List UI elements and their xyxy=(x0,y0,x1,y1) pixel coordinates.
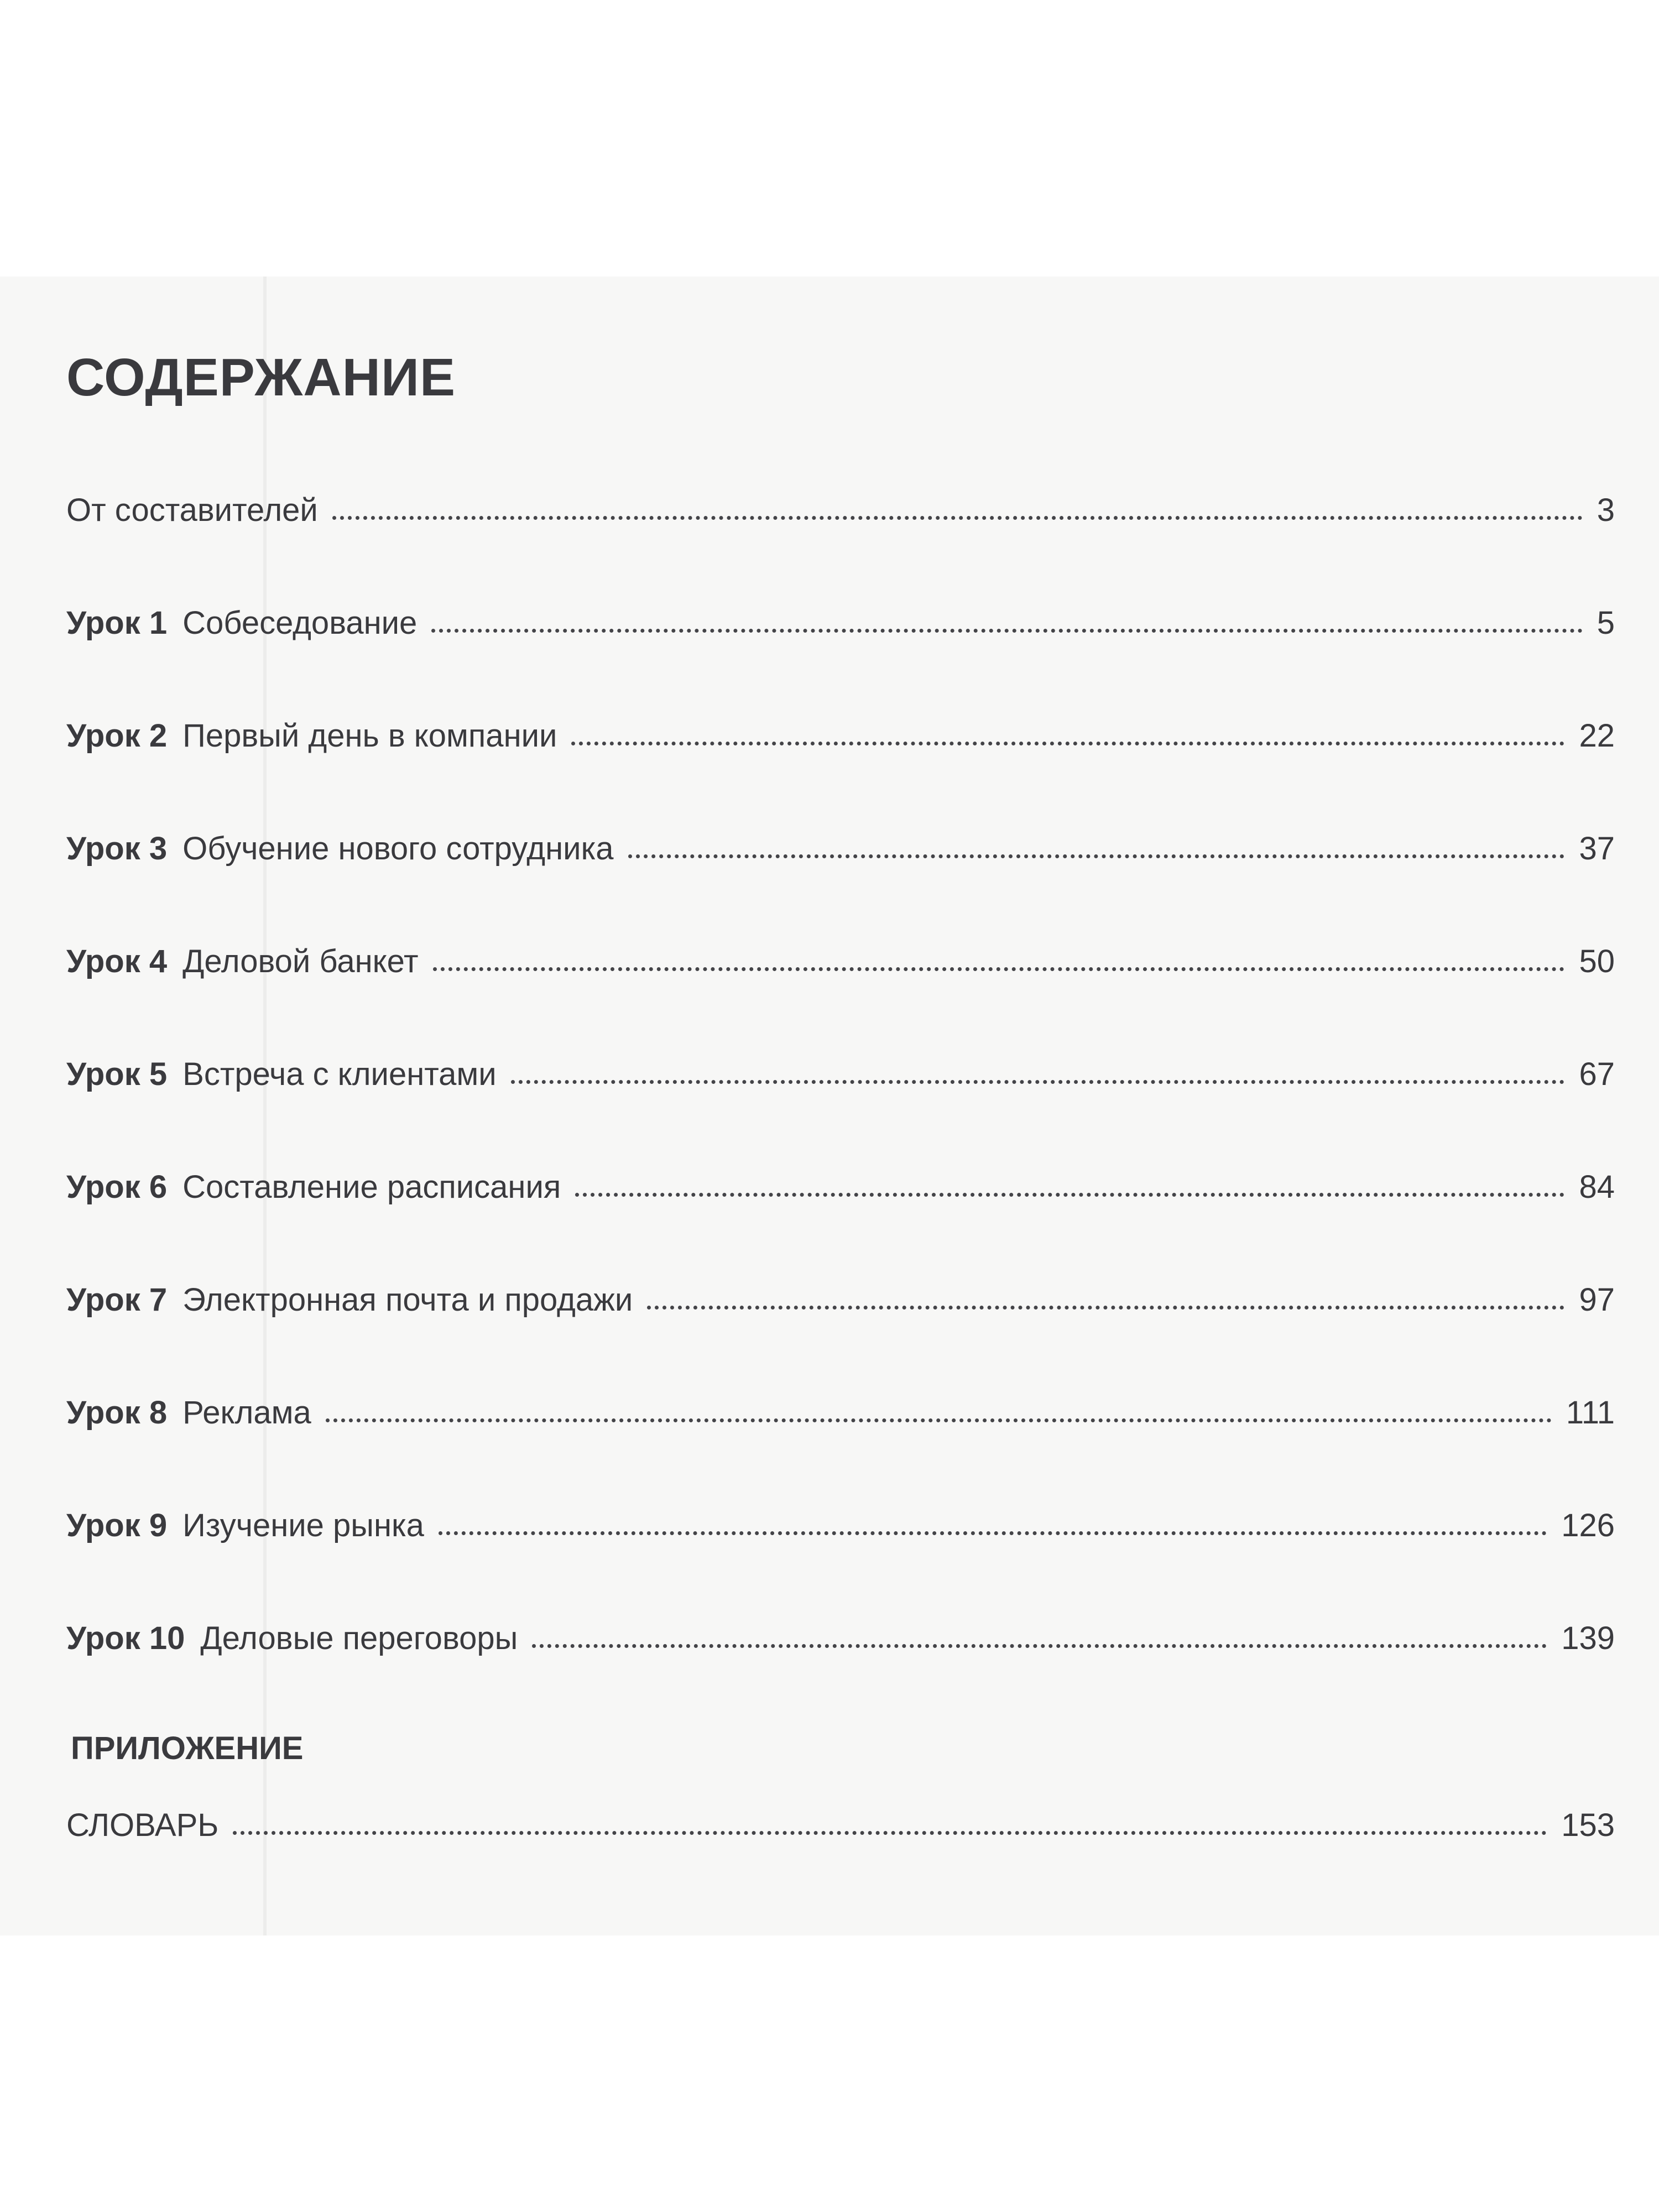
lesson-label: Урок 8 xyxy=(66,1395,168,1431)
toc-entry-lesson-2 xyxy=(66,708,1615,752)
toc-page-number: 84 xyxy=(1579,1169,1615,1205)
dot-leader xyxy=(571,739,1564,745)
toc-page-number: 22 xyxy=(1579,718,1615,754)
toc-entry-name: Реклама xyxy=(182,1395,311,1431)
toc-page-number: 67 xyxy=(1579,1056,1615,1092)
toc-entry-name: Электронная почта и продажи xyxy=(182,1282,633,1318)
toc-entry-name: Деловой банкет xyxy=(182,943,419,979)
dot-leader xyxy=(511,1078,1565,1084)
dot-leader xyxy=(575,1191,1564,1197)
toc-entry-lesson-5 xyxy=(66,1046,1615,1091)
toc-entry-lesson-10 xyxy=(66,1610,1615,1655)
toc-entry-lesson-6 xyxy=(66,1159,1615,1203)
toc-entry-lesson-4 xyxy=(66,933,1615,978)
toc-entry-name: Составление расписания xyxy=(182,1169,561,1205)
toc-entry-lesson-8 xyxy=(66,1385,1615,1429)
toc-page-number: 111 xyxy=(1566,1395,1615,1431)
dot-leader xyxy=(532,1642,1547,1648)
toc-page-number: 5 xyxy=(1597,605,1615,641)
toc-entry-name: СЛОВАРЬ xyxy=(66,1807,219,1843)
toc-page-number: 37 xyxy=(1579,831,1615,867)
toc-entry-glossary xyxy=(66,1797,1615,1841)
dot-leader xyxy=(647,1303,1564,1310)
lesson-label: Урок 7 xyxy=(66,1282,168,1318)
appendix-heading: ПРИЛОЖЕНИЕ xyxy=(71,1730,304,1766)
dot-leader xyxy=(326,1416,1552,1422)
dot-leader xyxy=(431,627,1582,633)
lesson-label: Урок 9 xyxy=(66,1507,168,1543)
toc-entry-name: От составителей xyxy=(66,492,318,528)
toc-entry-preface xyxy=(66,482,1615,526)
lesson-label: Урок 5 xyxy=(66,1056,168,1092)
dot-leader xyxy=(439,1529,1547,1535)
toc-entry-lesson-9 xyxy=(66,1498,1615,1542)
toc-page-number: 126 xyxy=(1561,1507,1615,1543)
toc-entry-name: Встреча с клиентами xyxy=(182,1056,497,1092)
dot-leader xyxy=(628,852,1565,858)
toc-page-number: 3 xyxy=(1597,492,1615,528)
lesson-label: Урок 10 xyxy=(66,1620,185,1656)
dot-leader xyxy=(433,965,1565,971)
lesson-label: Урок 1 xyxy=(66,605,168,641)
toc-entry-name: Первый день в компании xyxy=(182,718,557,754)
toc-entry-name: Собеседование xyxy=(182,605,418,641)
toc-entry-name: Деловые переговоры xyxy=(200,1620,518,1656)
toc-entry-lesson-7 xyxy=(66,1272,1615,1316)
lesson-label: Урок 6 xyxy=(66,1169,168,1205)
lesson-label: Урок 2 xyxy=(66,718,168,754)
toc-page-number: 153 xyxy=(1561,1807,1615,1843)
toc-entry-lesson-1 xyxy=(66,595,1615,639)
lesson-label: Урок 3 xyxy=(66,831,168,867)
dot-leader xyxy=(233,1829,1547,1835)
toc-page-number: 50 xyxy=(1579,943,1615,979)
toc-entry-lesson-3 xyxy=(66,821,1615,865)
lesson-label: Урок 4 xyxy=(66,943,168,979)
dot-leader xyxy=(332,514,1583,520)
page-title: СОДЕРЖАНИЕ xyxy=(66,348,456,407)
toc-page-number: 139 xyxy=(1561,1620,1615,1656)
toc-entry-name: Изучение рынка xyxy=(182,1507,424,1543)
toc-entry-name: Обучение нового сотрудника xyxy=(182,831,614,867)
toc-page-number: 97 xyxy=(1579,1282,1615,1318)
